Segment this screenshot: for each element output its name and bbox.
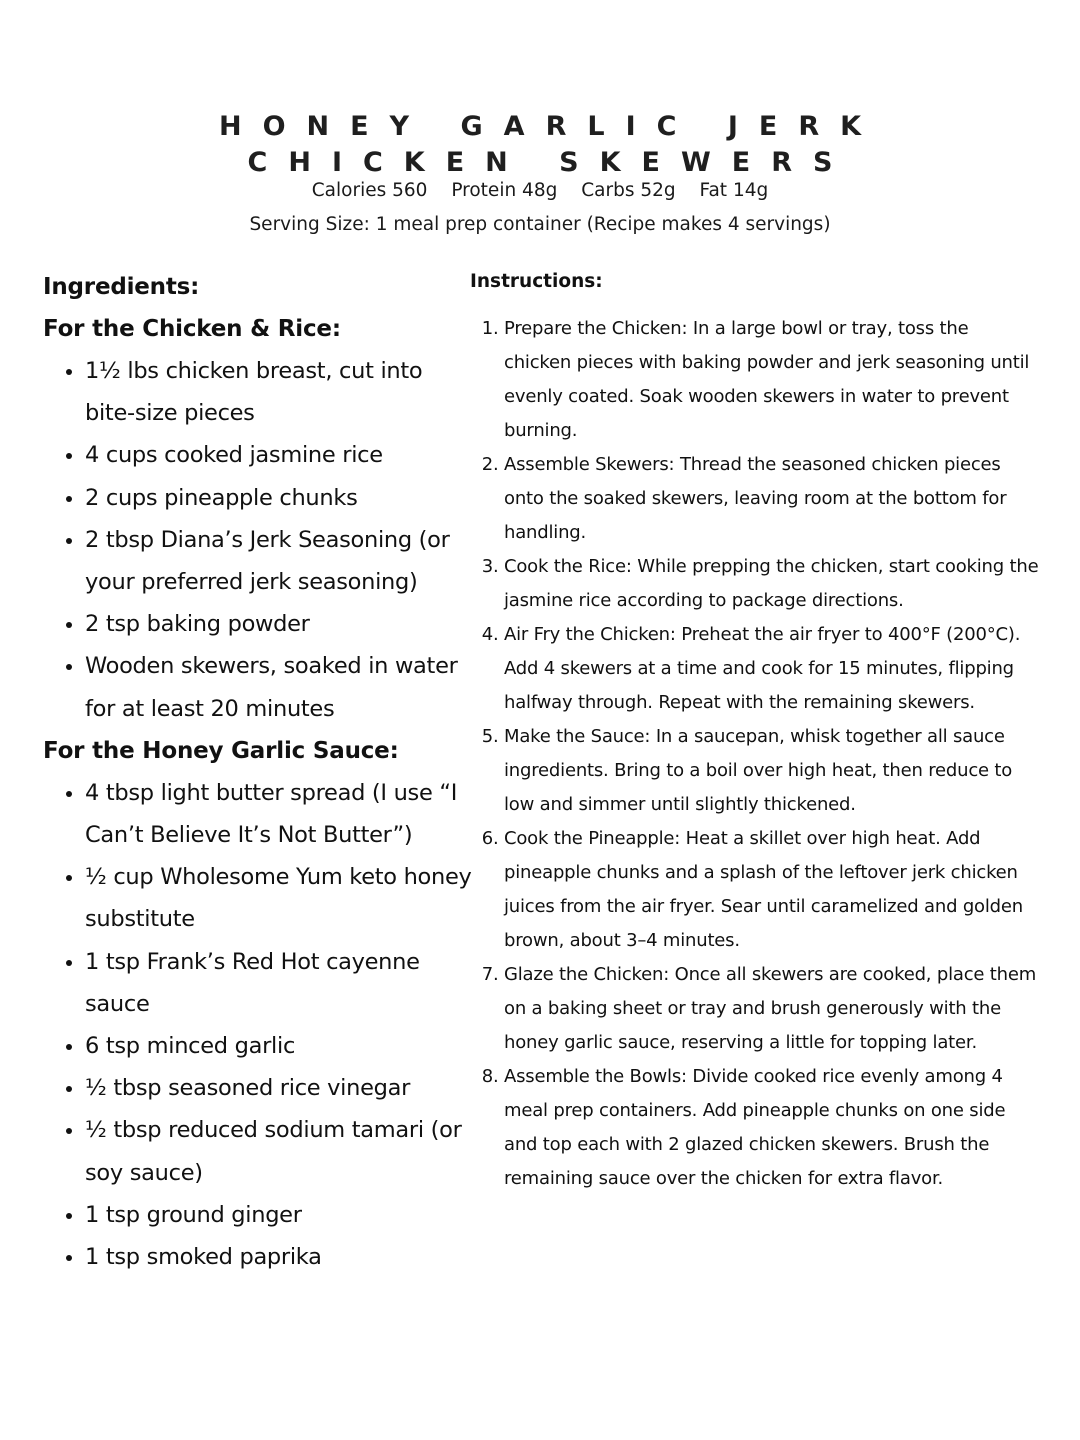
ingredient-item: • 4 cups cooked jasmine rice	[85, 434, 473, 476]
carbs-value: Carbs 52g	[581, 180, 676, 201]
ingredient-item: • Wooden skewers, soaked in water for at least 20 minutes	[85, 645, 473, 729]
instruction-step: 5. Make the Sauce: In a saucepan, whisk together all sauce ingredients. Bring to a boil over high heat, then reduce to low and simmer until slightly thickened.	[504, 720, 1040, 822]
instruction-step: 1. Prepare the Chicken: In a large bowl or tray, toss the chicken pieces with baking powder and jerk seasoning until evenly coated. Soak wooden skewers in water to prevent burning.	[504, 312, 1040, 448]
fat-value: Fat 14g	[699, 180, 769, 201]
recipe-title-line-1: HONEY GARLIC JERK	[218, 111, 883, 142]
sauce-heading: For the Honey Garlic Sauce:	[43, 737, 399, 764]
ingredient-item: • 1 tsp smoked paprika	[85, 1236, 473, 1278]
ingredient-item: • ½ tbsp reduced sodium tamari (or soy sauce)	[85, 1109, 473, 1193]
ingredient-item: • 1 tsp ground ginger	[85, 1194, 473, 1236]
ingredient-item: • 2 tsp baking powder	[85, 603, 473, 645]
ingredient-item: • 1½ lbs chicken breast, cut into bite-size pieces	[85, 350, 473, 434]
ingredient-item: • ½ tbsp seasoned rice vinegar	[85, 1067, 473, 1109]
ingredient-item: • 1 tsp Frank’s Red Hot cayenne sauce	[85, 941, 473, 1025]
ingredient-item: • 6 tsp minced garlic	[85, 1025, 473, 1067]
instructions-column	[470, 266, 1040, 1196]
chicken-rice-heading: For the Chicken & Rice:	[43, 316, 341, 342]
instruction-step: 6. Cook the Pineapple: Heat a skillet over high heat. Add pineapple chunks and a splash of the leftover jerk chicken juices from the air fryer. Sear until caramelized and golden brown, about 3–4 minutes.	[504, 822, 1040, 958]
ingredient-item: • 2 tbsp Diana’s Jerk Seasoning (or your preferred jerk seasoning)	[85, 519, 473, 603]
sauce-list	[43, 772, 473, 1278]
instructions-heading: Instructions:	[470, 271, 603, 292]
recipe-title-line-2: CHICKEN SKEWERS	[247, 147, 854, 178]
instruction-step: 8. Assemble the Bowls: Divide cooked rice evenly among 4 meal prep containers. Add pineapple chunks on one side and top each with 2 glazed chicken skewers. Brush the remaining sauce over the chicken for extra flavor.	[504, 1060, 1040, 1196]
ingredients-column	[43, 266, 473, 1278]
serving-size: Serving Size: 1 meal prep container (Recipe makes 4 servings)	[249, 214, 831, 235]
ingredient-item: • ½ cup Wholesome Yum keto honey substitute	[85, 856, 473, 940]
nutrition-macros	[0, 178, 1080, 204]
instruction-step: 7. Glaze the Chicken: Once all skewers are cooked, place them on a baking sheet or tray and brush generously with the honey garlic sauce, reserving a little for topping later.	[504, 958, 1040, 1060]
instruction-step: 3. Cook the Rice: While prepping the chicken, start cooking the jasmine rice according to package directions.	[504, 550, 1040, 618]
calories-value: Calories 560	[311, 180, 428, 201]
instruction-step: 4. Air Fry the Chicken: Preheat the air fryer to 400°F (200°C). Add 4 skewers at a time and cook for 15 minutes, flipping halfway through. Repeat with the remaining skewers.	[504, 618, 1040, 720]
ingredient-item: • 2 cups pineapple chunks	[85, 477, 473, 519]
protein-value: Protein 48g	[451, 180, 558, 201]
instruction-step: 2. Assemble Skewers: Thread the seasoned chicken pieces onto the soaked skewers, leaving room at the bottom for handling.	[504, 448, 1040, 550]
instruction-steps	[470, 312, 1040, 1196]
chicken-rice-list	[43, 350, 473, 730]
ingredients-heading: Ingredients:	[43, 274, 200, 300]
ingredient-item: • 4 tbsp light butter spread (I use “I Can’t Believe It’s Not Butter”)	[85, 772, 473, 856]
